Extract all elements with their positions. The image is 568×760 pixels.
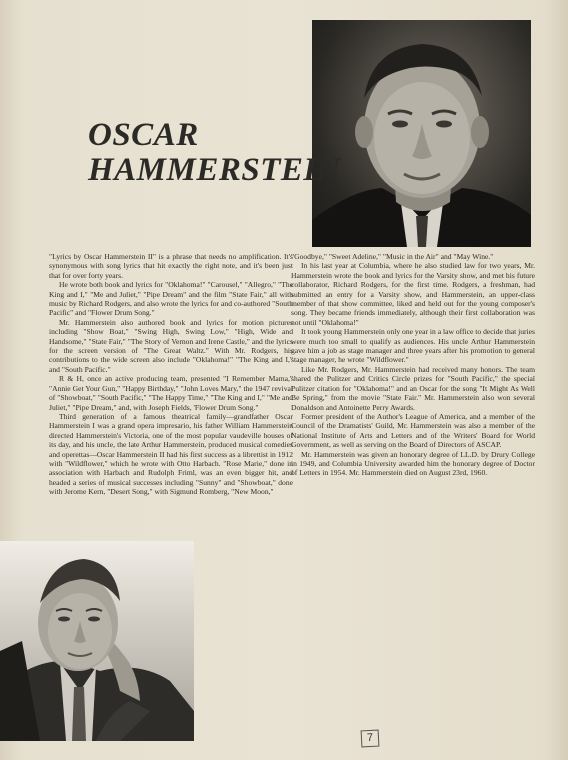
- paragraph: Third generation of a famous theatrical family—grandfather Oscar Hammerstein I was a grand opera impresario, his father William Hammerstein directed Hammerstein's Victoria, one of the most popular vaudeville houses of its day, and his uncle, the late Arthur Hammerstein, produced musical comedies and operettas—Oscar Hammerstein II had his first success as a librettist in 1912 with "Wildflower," which he wrote with Otto Harbach. "Rose Marie," done in association with Harbach and Rudolph Friml, was an even bigger hit, and headed a series of musical successes including "Sunny" and "Showboat," done with Jerome Kern, "Desert Song," with Sigmund Romberg, "New Moon,": [49, 411, 293, 497]
- portrait-photo-bottom: [0, 541, 194, 741]
- paragraph: In his last year at Columbia, where he also studied law for two years, Mr. Hammerstein wrote the book and lyrics for the Varsity show, and met his future collaborator, Richard Rodgers, for the first time. Rodgers, a freshman, had submitted an entry for a Varsity show, and Hammerstein, an upper-class member of that show committee, liked and held out for the young composer's song. They became friends immediately, although their first collaboration was not until "Oklahoma!": [291, 261, 535, 327]
- paragraph: It took young Hammerstein only one year in a law office to decide that juries were much too small to qualify as audiences. His uncle Arthur Hammerstein gave him a job as stage manager and three years after his promotion to general stage manager, he wrote "Wildflower.": [291, 327, 535, 365]
- paragraph: Former president of the Author's League of America, and a member of the Council of the Dramatists' Guild, Mr. Hammerstein was also a member of the National Institute of Arts and Letters and of the Writers' Board for World Government, as well as serving on the Board of Directors of ASCAP.: [291, 411, 535, 450]
- title-line-2: HAMMERSTEIN: [88, 151, 342, 188]
- paragraph: "Goodbye," "Sweet Adeline," "Music in the Air" and "May Wine.": [291, 252, 494, 261]
- paragraph: Like Mr. Rodgers, Mr. Hammerstein had received many honors. The team shared the Pulitzer and Critics Circle prizes for "South Pacific," the special Pulitzer citation for "Oklahoma!" and an Oscar for the song "It Might As Well Be Spring," from the movie "State Fair." Mr. Hammerstein also won several Donaldson and Antoinette Perry Awards.: [291, 364, 535, 412]
- paragraph: Mr. Hammerstein was given an honorary degree of LL.D. by Drury College in 1949, and Columbia University awarded him the honorary degree of Doctor of Letters in 1954. Mr. Hammerstein died on August 23rd, 1960.: [291, 449, 535, 478]
- page-title: [88, 118, 341, 187]
- paragraph: "Lyrics by Oscar Hammerstein II" is a phrase that needs no amplification. It's synonymous with song lyrics that hit exactly the right note, and it's been just that for over forty years.: [49, 252, 293, 280]
- paragraph: R & H, once an active producing team, presented "I Remember Mama," "Annie Get Your Gun," "Happy Birthday," "John Loves Mary," the 1947 revival of "Showboat," "South Pacific," "The Happy Time," "The King and I," "Me and Juliet," "Pipe Dream," and, with Joseph Fields, 'Flower Drum Song.": [49, 374, 293, 412]
- portrait-photo-top: [312, 20, 531, 247]
- left-text-column: [49, 252, 293, 497]
- portrait-illustration: [0, 541, 194, 741]
- paragraph: Mr. Hammerstein also authored book and lyrics for motion pictures including "Show Boat," "Swing High, Swing Low," "High, Wide and Handsome," "State Fair," "The Story of Vernon and Irene Castle," and the lyrics for the screen version of "The Great Waltz." With Mr. Rodgers, his contributions to the wide screen also include "Oklahoma!" "The King and I," and "South Pacific.": [49, 317, 293, 374]
- right-text-column: [291, 252, 535, 478]
- portrait-illustration: [312, 20, 531, 247]
- title-line-1: OSCAR: [88, 117, 199, 153]
- page-number: 7: [361, 730, 380, 748]
- paragraph: He wrote both book and lyrics for "Oklahoma!" "Carousel," "Allegro," "The King and I," "Me and Juliet," "Pipe Dream" and the film "State Fair," all with music by Richard Rodgers, and also wrote the lyrics for and co-authored "South Pacific" and "Flower Drum Song.": [49, 280, 293, 318]
